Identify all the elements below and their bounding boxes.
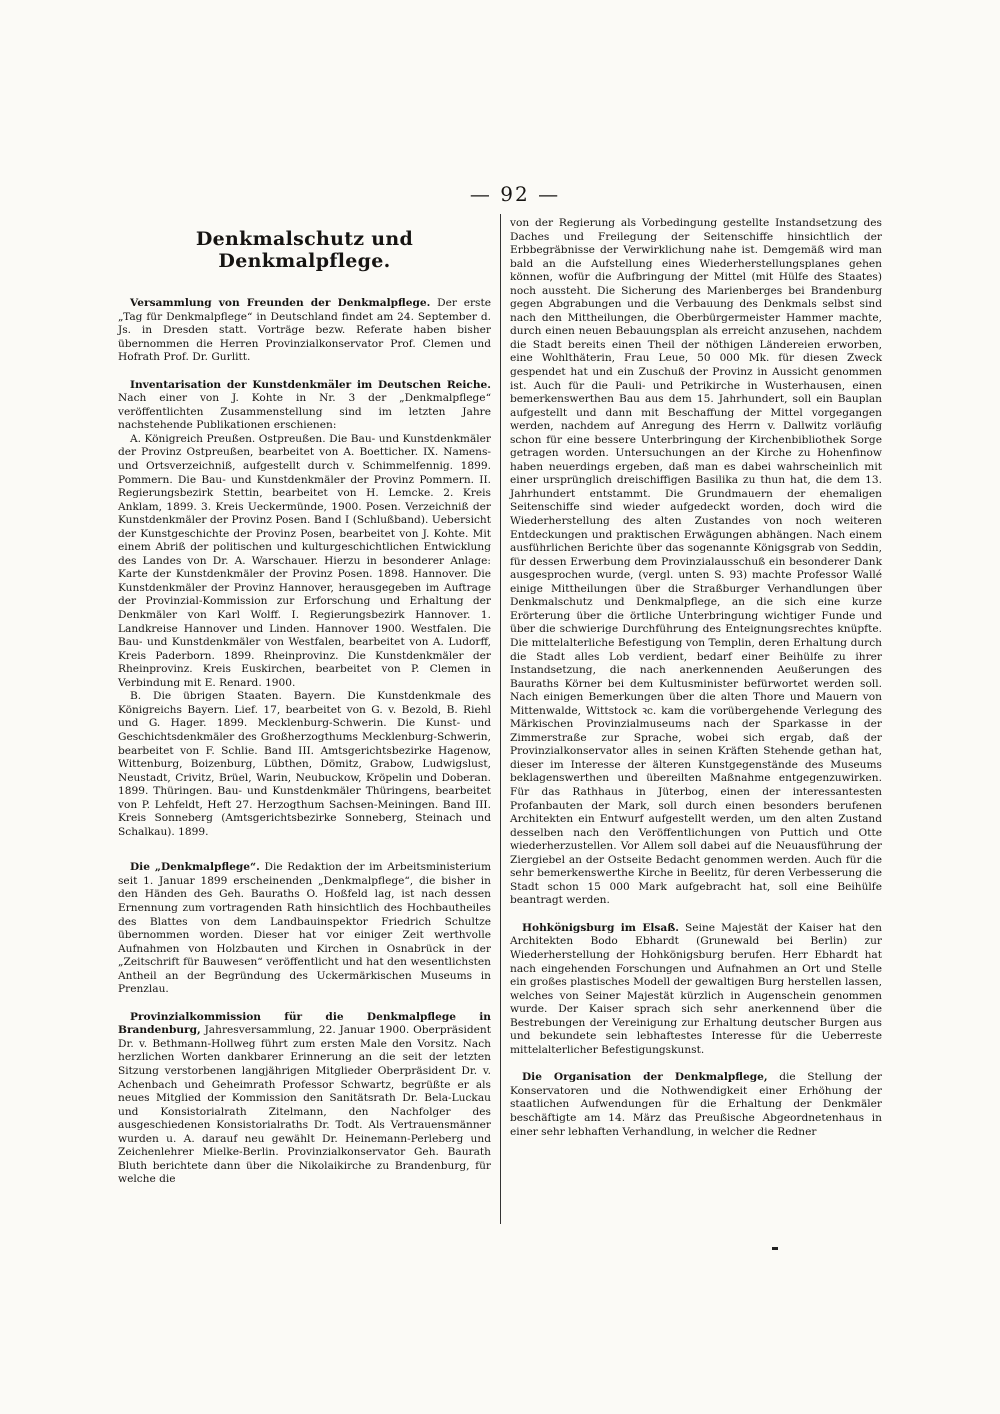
column-divider [500, 214, 501, 1224]
inventarisation-part-a: A. Königreich Preußen. Ostpreußen. Die Bau- und Kunstdenkmäler der Provinz Ostpreußen, bearbeitet von A. Boetticher. IX. Namens- und Ortsverzeichniß, aufgestellt durch v. Schimmelfennig. 1899. Pommern. Die Bau- und Kunstdenkmäler der Provinz Pommern. II. Regierungsbezirk Stettin, bearbeitet von H. Lemcke. 2. Kreis Anklam, 1899. 3. Kreis Ueckermünde, 1900. Posen. Verzeichniß der Kunstdenkmäler der Provinz Posen. Band I (Schlußband). Uebersicht der Kunstgeschichte der Provinz Posen, bearbeitet von J. Kohte. Mit einem Abriß der politischen und kulturgeschichtlichen Entwicklung des Landes von Dr. A. Warschauer. Hierzu in besonderer Anlage: Karte der Kunstdenkmäler der Provinz Posen. 1898. Hannover. Die Kunstdenkmäler der Provinz Hannover, herausgegeben im Auftrage der Provinzial-Kommission zur Erforschung und Erhaltung der Denkmäler von Karl Wolff. I. Regierungsbezirk Hannover. 1. Landkreise Hannover und Linden. Hannover 1900. Westfalen. Die Bau- und Kunstdenkmäler von Westfalen, bearbeitet von A. Ludorff, Kreis Paderborn. 1899. Rheinprovinz. Die Kunstdenkmäler der Rheinprovinz. Kreis Euskirchen, bearbeitet von P. Clemen in Verbindung mit E. Renard. 1900. [118, 432, 491, 689]
article-text: Nach einer von J. Kohte in Nr. 3 der „Denkmalpflege“ veröffentlichten Zusammenstellung sind im letzten Jahre nachstehende Publikationen erschienen: [118, 392, 491, 432]
article-lead: Die „Denkmalpflege“. [130, 861, 260, 874]
article-text: die Stellung der Konservatoren und die Nothwendigkeit einer Erhöhung der staatlichen Aufwendungen für die Erhaltung der Denkmäler beschäftigte am 14. März das Preußische Abgeordnetenhaus in einer sehr lebhaften Verhandlung, in welcher die Redner [510, 1071, 882, 1138]
article-hohkoenigsburg [510, 922, 882, 1057]
page-heading: Denkmalschutz und Denkmalpflege. [195, 228, 414, 272]
article-lead: Provinzialkommission für die Denkmalpflege in Brandenburg, [118, 1010, 491, 1037]
article-lead: Hohkönigsburg im Elsaß. [522, 921, 679, 934]
continuation-mark [772, 1247, 778, 1250]
article-text: Der erste „Tag für Denkmalpflege“ in Deutschland findet am 24. September d. Js. in Dresden statt. Vorträge bezw. Referate haben bisher übernommen die Herren Provinzialkonservator Prof. Clemen und Hofrath Prof. Dr. Gurlitt. [118, 297, 492, 364]
inventarisation-part-b: B. Die übrigen Staaten. Bayern. Die Kunstdenkmale des Königreichs Bayern. Lief. 17, bearbeitet von G. v. Bezold, B. Riehl und G. Hager. 1899. Mecklenburg-Schwerin. Die Kunst- und Geschichtsdenkmäler des Großherzogthums Mecklenburg-Schwerin, bearbeitet von F. Schlie. Band III. Amtsgerichtsbezirke Hagenow, Wittenburg, Boizenburg, Lübthen, Dömitz, Grabow, Ludwigslust, Neustadt, Crivitz, Brüel, Warin, Neubuckow, Kröpelin und Doberan. 1899. Thüringen. Bau- und Kunstdenkmäler Thüringens, bearbeitet von P. Lehfeldt, Heft 27. Herzogthum Sachsen-Meiningen. Band III. Kreis Sonneberg (Amtsgerichtsbezirke Sonneberg, Steinach und Schalkau). 1899. [118, 690, 491, 838]
article-lead: Die Organisation der Denkmalpflege, [522, 1071, 768, 1084]
article-versammlung [118, 297, 491, 365]
page-number: — 92 — [469, 182, 561, 206]
article-lead: Versammlung von Freunden der Denkmalpflege. [130, 297, 431, 309]
article-provinzialkommission [118, 1011, 491, 1187]
article-text: Seine Majestät der Kaiser hat den Architekten Bodo Ebhardt (Grunewald bei Berlin) zur Wiederherstellung der Hohkönigsburg berufen. Herr Ebhardt hat nach eingehenden Forschungen und Aufnahmen an Ort und Stelle ein großes plastisches Modell der gewaltigen Burg herstellen lassen, welches von Seiner Majestät kürzlich in Augenschein genommen wurde. Der Kaiser sprach sich sehr anerkennend über die Bestrebungen der Vereinigung zur Erhaltung deutscher Burgen aus und bekundete sein lebhaftestes Interesse für die Ueberreste mittelalterlicher Befestigungskunst. [510, 921, 882, 1056]
left-column [118, 228, 491, 1197]
continuation-text: von der Regierung als Vorbedingung gestellte Instandsetzung des Daches und Freilegung der Seitenschiffe hinsichtlich der Erbbegräbnisse der Verwirklichung nahe ist. Demgemäß wird man bald an die Aufstellung eines Wiederherstellungsplanes gehen können, wofür die Aufbringung der Mittel (mit Hülfe des Staates) noch aussteht. Die Sicherung des Marienberges bei Brandenburg gegen Abgrabungen und die Verbauung des Denkmals selbst sind nach den Mittheilungen, die Oberbürgermeister Hammer machte, durch einen neuen Bebauungsplan als erreicht anzusehen, nachdem die Stadt bereits einen Theil der nöthigen Ländereien erworben, eine Wohlthäterin, Frau Leue, 50 000 Mk. für diesen Zweck gespendet hat und ein Zuschuß der Provinz in Aussicht genommen ist. Auch für die Pauli- und Petrikirche in Wusterhausen, einen bemerkenswerthen Bau aus dem 15. Jahrhundert, soll ein Bauplan aufgestellt und dann mit Beschaffung der Mittel vorgegangen werden, nachdem auf Anregung des Herrn v. Dallwitz vorläufig schon für eine bessere Unterbringung der Kirchenbibliothek Sorge getragen worden. Untersuchungen an der Kirche zu Hohenfinow haben neuerdings ergeben, daß man es dabei wahrscheinlich mit einer ursprünglich dreischiffigen Basilika zu thun hat, die dem 13. Jahrhundert entstammt. Die Grundmauern der ehemaligen Seitenschiffe sind wieder aufgedeckt worden, doch wird die Wiederherstellung des alten Zustandes von noch weiteren Entdeckungen und praktischen Erwägungen abhängen. Nach einem ausführlichen Berichte über das sogenannte Königsgrab von Seddin, für dessen Erwerbung dem Provinzialausschuß ein besonderer Dank ausgesprochen wurde, (vergl. unten S. 93) machte Professor Wallé einige Mittheilungen über die Straßburger Verhandlungen über Denkmalschutz und Denkmalpflege, an die sich eine kurze Erörterung über die örtliche Unterbringung wichtiger Funde und über die schwierige Durchführung des Enteignungsrechtes knüpfte. Die mittelalterliche Befestigung von Templin, deren Erhaltung durch die Stadt alles Lob verdient, bedarf einer Beihülfe zu ihrer Instandsetzung, die nach anerkennenden Aeußerungen des Bauraths Körner bei dem Kultusminister befürwortet werden soll. Nach einigen Bemerkungen über die alten Thore und Mauern von Mittenwalde, Wittstock ꝛc. kam die vorübergehende Verlegung des Märkischen Provinzialmuseums nach der Sparkasse in der Zimmerstraße zur Sprache, wobei sich ergab, daß der Provinzialkonservator alles in seinen Kräften Stehende gethan hat, dieser im Interesse der älteren Kunstgegenstände des Museums beklagenswerthen und übereilten Maßnahme entgegenzuwirken. Für das Rathhaus in Jüterbog, einen der interessantesten Profanbauten der Mark, soll durch einen besonders berufenen Architekten ein Entwurf aufgestellt werden, um den alten Zustand desselben nach den Veröffentlichungen von Puttich und Otte wiederherzustellen. Vor Allem soll dabei auf die Neuausführung der Ziergiebel an der Ostseite Bedacht genommen werden. Auch für die sehr bemerkenswerthe Kirche in Beelitz, für deren Verbesserung die Stadt schon 15 000 Mark aufgebracht hat, soll eine Beihülfe beantragt werden. [510, 217, 882, 907]
article-inventarisation [118, 379, 491, 433]
article-organisation [510, 1071, 882, 1139]
article-text: Die Redaktion der im Arbeitsministerium seit 1. Januar 1899 erscheinenden „Denkmalpflege“, die bisher in den Händen des Geh. Bauraths O. Hoßfeld lag, ist nach dessen Ernennung zum vortragenden Rath hinsichtlich des Hochbautheiles des Blattes von dem Landbauinspektor Friedrich Schultze übernommen worden. Dieser hat vor einiger Zeit werthvolle Aufnahmen von Holzbauten und Kirchen in Osnabrück in der „Zeitschrift für Bauwesen“ veröffentlicht und hat den wesentlichsten Antheil an der Begründung des Uckermärkischen Museums in Prenzlau. [118, 861, 491, 996]
article-denkmalpflege-journal [118, 861, 491, 996]
article-text: Jahresversammlung, 22. Januar 1900. Oberpräsident Dr. v. Bethmann-Hollweg führt zum ersten Male den Vorsitz. Nach herzlichen Worten dankbarer Erinnerung an die seit der letzten Sitzung verstorbenen langjährigen Mitglieder Oberpräsident Dr. v. Achenbach und Geheimrath Professor Schwartz, begrüßte er als neues Mitglied der Kommission den Sanitätsrath Dr. Bela-Luckau und Konsistorialrath Zitelmann, den Nachfolger des ausgeschiedenen Konsistorialraths Dr. Todt. Als Vertrauensmänner wurden u. A. darauf neu gewählt Dr. Heinemann-Perleberg und Zeichenlehrer Mielke-Berlin. Provinzialkonservator Geh. Baurath Bluth berichtete dann über die Nikolaikirche zu Brandenburg, für welche die [118, 1024, 491, 1186]
right-column [510, 217, 882, 1149]
article-lead: Inventarisation der Kunstdenkmäler im Deutschen Reiche. [130, 378, 491, 391]
